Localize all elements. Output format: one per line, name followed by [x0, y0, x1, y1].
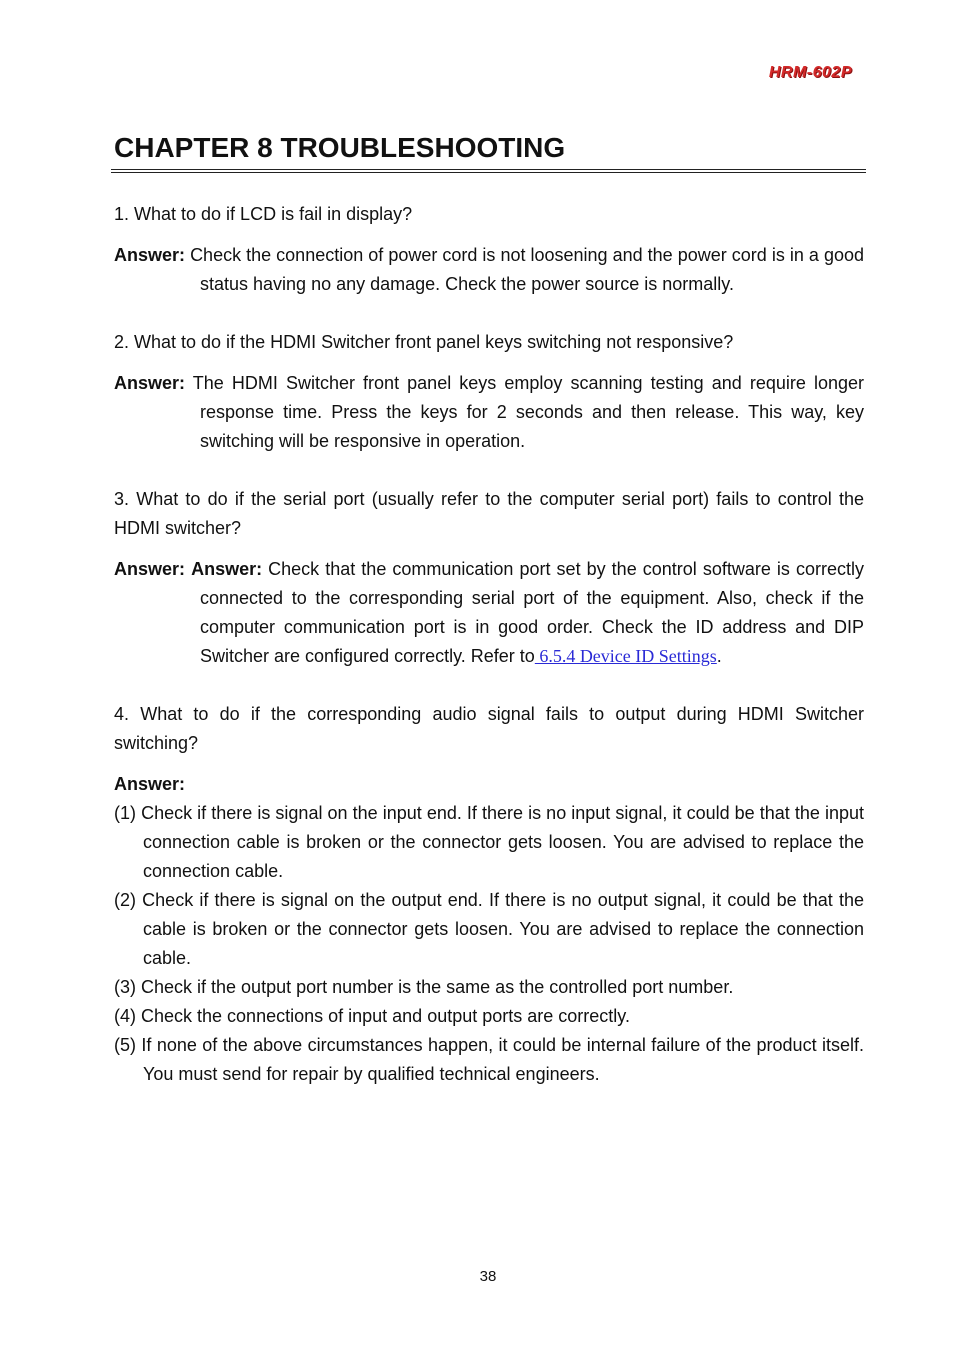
list-item: (4) Check the connections of input and output ports are correctly. [114, 1006, 630, 1026]
title-rule-top [111, 169, 866, 170]
answer-1-text: Check the connection of power cord is not loosening and the power cord is in a good status having no any damage. Check the power source is normally. [190, 245, 864, 294]
answer-3 [114, 555, 864, 671]
header-model-name: HRM-602P [768, 64, 852, 81]
question-4: 4. What to do if the corresponding audio signal fails to output during HDMI Switcher switching? [114, 704, 864, 753]
answer-4-list [114, 799, 864, 1089]
answer-2 [114, 369, 864, 456]
answer-label: Answer: [114, 559, 186, 579]
chapter-title: CHAPTER 8 TROUBLESHOOTING [114, 132, 566, 163]
list-item: (5) If none of the above circumstances happen, it could be internal failure of the product itself. You must send for repair by qualified technical engineers. [114, 1035, 864, 1084]
answer-2-text: The HDMI Switcher front panel keys employ scanning testing and require longer response time. Press the keys for 2 seconds and then release. This way, key switching will be responsive in operation. [192, 373, 864, 451]
answer-3-text: Check that the communication port set by the control software is correctly connected to the corresponding serial port of the equipment. Also, check if the computer communication port is in good order. Check the ID address and DIP Switcher are configured correctly. Refer to [200, 559, 864, 666]
troubleshooting-content [114, 200, 864, 1089]
answer-label-repeat: Answer: [191, 559, 263, 579]
answer-1 [114, 241, 864, 299]
list-item: (2) Check if there is signal on the output end. If there is no output signal, it could be that the cable is broken or the connector gets loosen. You are advised to replace the connection cable. [114, 890, 864, 968]
list-item: (3) Check if the output port number is the same as the controlled port number. [114, 977, 734, 997]
device-id-settings-link[interactable]: 6.5.4 Device ID Settings [534, 646, 717, 666]
answer-label: Answer: [114, 245, 186, 265]
answer-4-label: Answer: [114, 774, 186, 794]
page-number: 38 [479, 1268, 497, 1285]
answer-label: Answer: [114, 373, 186, 393]
question-1: 1. What to do if LCD is fail in display? [114, 204, 413, 224]
list-item: (1) Check if there is signal on the input end. If there is no input signal, it could be that the input connection cable is broken or the connector gets loosen. You are advised to replace the connection cable. [114, 803, 864, 881]
question-3: 3. What to do if the serial port (usually refer to the computer serial port) fails to control the HDMI switcher? [114, 489, 864, 538]
question-2: 2. What to do if the HDMI Switcher front panel keys switching not responsive? [114, 332, 734, 352]
title-rule-bottom [111, 172, 866, 173]
answer-3-end: . [716, 646, 722, 666]
